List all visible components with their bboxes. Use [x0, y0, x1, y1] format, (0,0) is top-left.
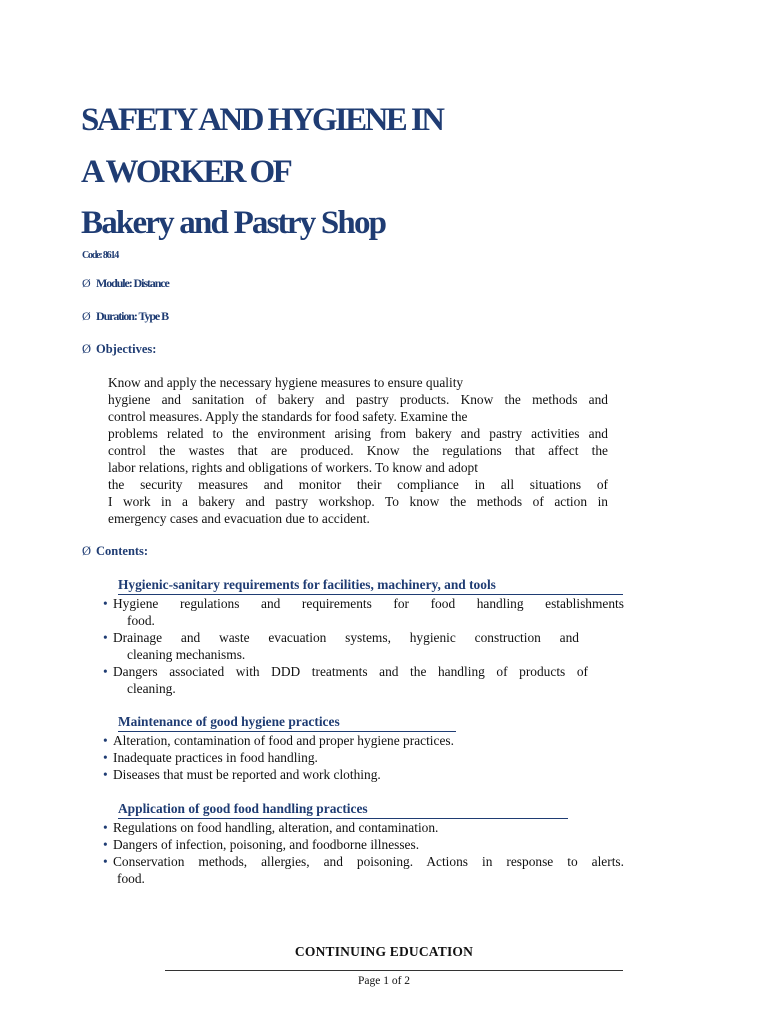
- footer-divider: [165, 970, 623, 971]
- module-text: Module: Distance: [96, 276, 169, 290]
- bullet-icon: •: [103, 820, 108, 835]
- contents-heading: [82, 544, 148, 559]
- footer-label: CONTINUING EDUCATION: [294, 944, 474, 959]
- contents-section-3: [103, 800, 624, 887]
- contents-section-2: [103, 713, 624, 783]
- list-item-text: Diseases that must be reported and work clothing.: [113, 767, 381, 782]
- bullet-icon: •: [103, 596, 108, 611]
- module-line: [82, 276, 169, 291]
- objectives-line: emergency cases and evacuation due to accident.: [108, 511, 370, 526]
- arrow-bullet-icon: Ø: [82, 309, 91, 323]
- section-heading: Hygienic-sanitary requirements for facilities, machinery, and tools: [118, 576, 623, 595]
- course-code: Code: 8614: [82, 250, 119, 261]
- objectives-line: control measures. Apply the standards for food safety. Examine the: [108, 409, 468, 424]
- list-item: [103, 629, 624, 663]
- objectives-line: the security measures and monitor their compliance in all situations of: [108, 477, 608, 492]
- bullet-icon: •: [103, 664, 108, 679]
- title-line-1: SAFETY AND HYGIENE IN: [81, 102, 443, 138]
- bullet-icon: •: [103, 767, 108, 782]
- list-item: [103, 819, 624, 836]
- objectives-line: hygiene and sanitation of bakery and pastry products. Know the methods and: [108, 392, 608, 407]
- objectives-line: I work in a bakery and pastry workshop. To know the methods of action in: [108, 494, 608, 509]
- list-item-text: Drainage and waste evacuation systems, hygienic construction and: [113, 630, 579, 645]
- bullet-icon: •: [103, 854, 108, 869]
- list-item-text: Dangers of infection, poisoning, and foodborne illnesses.: [113, 837, 420, 852]
- list-item: [103, 595, 624, 629]
- list-item-text: Hygiene regulations and requirements for food handling establishments: [113, 596, 624, 611]
- objectives-paragraph: [108, 374, 608, 527]
- list-item-continuation: cleaning.: [127, 681, 176, 696]
- list-item-text: Alteration, contamination of food and proper hygiene practices.: [113, 733, 454, 748]
- list-item-text: Dangers associated with DDD treatments and the handling of products of: [113, 664, 588, 679]
- contents-label: Contents:: [96, 544, 149, 558]
- section-heading: Application of good food handling practices: [118, 800, 568, 819]
- arrow-bullet-icon: Ø: [82, 544, 92, 558]
- objectives-line: control the wastes that are produced. Know the regulations that affect the: [108, 443, 608, 458]
- list-item: [103, 749, 624, 766]
- title-line-2: A WORKER OF: [81, 154, 291, 190]
- list-item: [103, 853, 624, 887]
- objectives-line: Know and apply the necessary hygiene measures to ensure quality: [108, 375, 464, 390]
- objectives-line: labor relations, rights and obligations of workers. To know and adopt: [108, 460, 478, 475]
- section-list: [103, 819, 624, 887]
- list-item-text: Conservation methods, allergies, and poisoning. Actions in response to alerts.: [113, 854, 624, 869]
- arrow-bullet-icon: Ø: [82, 342, 92, 356]
- section-heading: Maintenance of good hygiene practices: [118, 713, 456, 732]
- duration-line: [82, 309, 168, 324]
- bullet-icon: •: [103, 750, 108, 765]
- list-item-text: Regulations on food handling, alteration, and contamination.: [113, 820, 439, 835]
- arrow-bullet-icon: Ø: [82, 276, 91, 290]
- list-item: [103, 732, 624, 749]
- objectives-label: Objectives:: [96, 342, 157, 356]
- title-line-3: Bakery and Pastry Shop: [81, 205, 386, 241]
- bullet-icon: •: [103, 630, 108, 645]
- objectives-heading: [82, 342, 156, 357]
- list-item: [103, 836, 624, 853]
- page-number: Page 1 of 2: [357, 975, 411, 987]
- list-item: [103, 766, 624, 783]
- objectives-line: problems related to the environment arising from bakery and pastry activities and: [108, 426, 608, 441]
- list-item-continuation: food.: [127, 613, 155, 628]
- list-item-continuation: food.: [117, 871, 145, 886]
- duration-text: Duration: Type B: [96, 309, 168, 323]
- section-list: [103, 595, 624, 697]
- bullet-icon: •: [103, 733, 108, 748]
- list-item-text: Inadequate practices in food handling.: [113, 750, 318, 765]
- section-list: [103, 732, 624, 783]
- list-item-continuation: cleaning mechanisms.: [127, 647, 246, 662]
- contents-section-1: [103, 576, 624, 697]
- bullet-icon: •: [103, 837, 108, 852]
- list-item: [103, 663, 624, 697]
